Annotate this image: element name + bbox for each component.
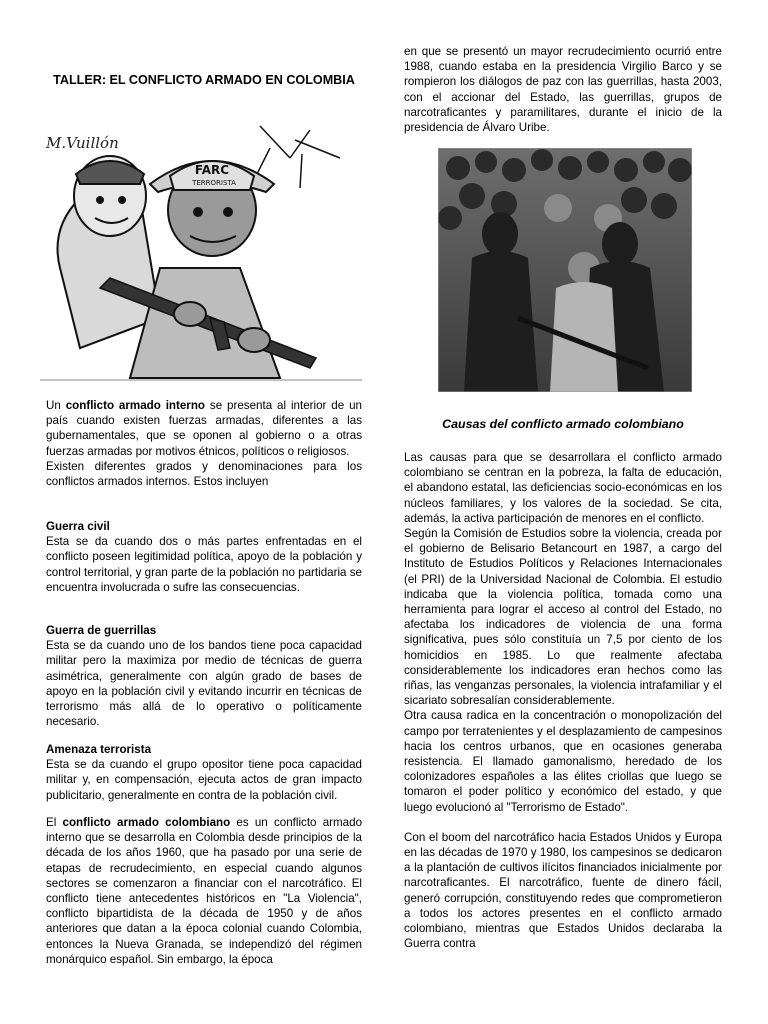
causas-paragraph-1: Las causas para que se desarrollara el conflicto armado colombiano se centran en la pobreza, la falta de educación, el abandono estatal, las deficiencias socio-económicas en los núcleos familiares, y los valores de la sociedad. Se cita, además, la activa participación de menores en el conflicto.: [404, 451, 722, 525]
cartoon-signature: M.Vuillón: [46, 134, 119, 152]
political-cartoon: [40, 118, 362, 382]
crowd-photo: [438, 148, 692, 392]
causas-title: Causas del conflicto armado colombiano: [442, 417, 684, 431]
hat-label: FARC: [194, 163, 230, 177]
guerra-civil-text: Esta se da cuando dos o más partes enfrentadas en el conflicto poseen legitimidad política, apoyo de la población y control territorial, y gran parte de la población no partidaria se encuentra involucrada o sufre las consecuencias.: [46, 535, 362, 594]
causas-paragraph-2: Según la Comisión de Estudios sobre la violencia, creada por el gobierno de Belisario Betancourt en 1987, a cargo del Instituto de Estudios Políticos y Relaciones Internacionales (el PRI) de la Universidad Nacional de Colombia. El estudio indicaba que la violencia política, tomada como una herramienta para lograr el acceso al control del Estado, no afectaba los indicadores de violencia de una forma significativa, pues sólo constituía un 7,5 por ciento de los homicidios en 1985. Lo que realmente afectaba considerablemente los indicadores eran hechos como las riñas, las venganzas personales, la violencia intrafamiliar y el sicariato sobresalían considerablemente.: [404, 527, 722, 708]
causas-paragraph-3: Otra causa radica en la concentración o monopolización del campo por terratenientes y el desplazamiento de campesinos hacia los centros urbanos, que en ocasiones generaba resistencia. El llamado gamonalismo, heredado de los colonizadores españoles a las élites criollas que luego se tomaron el poder político y económico del estado, y que luego evolucionó al "Terrorismo de Estado".: [404, 709, 722, 814]
amenaza-section: [46, 742, 362, 803]
guerrillas-text: Esta se da cuando uno de los bandos tiene poca capacidad militar pero la maximiza por medio de técnicas de guerra asimétrica, generalmente con algún grado de bases de apoyo en la población civil y evitando incurrir en técnicas de terrorismo más allá de lo operativo o políticamente necesario.: [46, 639, 362, 729]
amenaza-text: Esta se da cuando el grupo opositor tiene poca capacidad militar y, en compensación, ejecuta actos de gran impacto publicitario, generalmente en contra de la población civil.: [46, 758, 362, 802]
guerrillas-section: [46, 623, 362, 729]
page-title: TALLER: EL CONFLICTO ARMADO EN COLOMBIA: [53, 73, 355, 87]
guerrillas-heading: Guerra de guerrillas: [46, 624, 157, 637]
guerra-civil-section: [46, 519, 362, 595]
continuation-paragraph: en que se presentó un mayor recrudecimiento ocurrió entre 1988, cuando estaba en la presidencia Virgilio Barco y se rompieron los diálogos de paz con las guerrillas, hasta 2003, con el accionar del Estado, las guerrillas, grupos de narcotraficantes y paramilitares, durante el inicio de la presidencia de Álvaro Uribe.: [404, 45, 722, 135]
hat-sublabel: TERRORISTA: [192, 179, 236, 187]
guerra-civil-heading: Guerra civil: [46, 520, 110, 533]
causas-paragraph-4: Con el boom del narcotráfico hacia Estados Unidos y Europa en las décadas de 1970 y 1980, los campesinos se dedicaron a la plantación de cultivos ilícitos financiados inicialmente por narcotraficantes. El narcotráfico, fuente de dinero fácil, generó corrupción, constituyendo redes que comprometieron a todos los actores presentes en el conflicto armado colombiano, mientras que Estados Unidos declaraba la Guerra contra: [404, 830, 722, 951]
intro-paragraph: Un conflicto armado interno se presenta al interior de un país cuando existen fuerzas armadas, diferentes a las gubernamentales, que se oponen al gobierno o a otras fuerzas armadas por motivos étnicos, políticos o religiosos. Existen diferentes grados y denominaciones para los conflictos armados internos. Estos incluyen: [46, 399, 362, 489]
amenaza-heading: Amenaza terrorista: [46, 743, 152, 756]
causas-body: [404, 450, 722, 952]
conflicto-colombiano-paragraph: El conflicto armado colombiano es un conflicto armado interno que se desarrolla en Colombia desde principios de la década de los años 1960, que ha pasado por una serie de etapas de recrudecimiento, en especial cuando algunos sectores se comenzaron a financiar con el narcotráfico. El conflicto tiene antecedentes históricos en "La Violencia", conflicto bipartidista de la década de 1950 y de años anteriores que datan a la época colonial cuando Colombia, entonces la Nueva Granada, se independizó del régimen monárquico español. Sin embargo, la época: [46, 816, 363, 966]
